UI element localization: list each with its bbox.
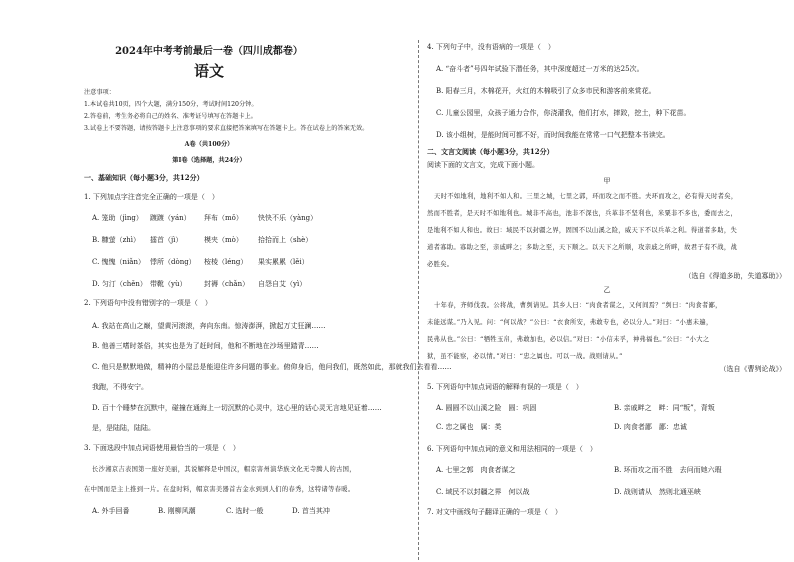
exam-title: 2024年中考考前最后一卷（四川成都卷） bbox=[115, 46, 303, 57]
q5-option-a: A. 圆圆不以山溪之险 圆：巩固 bbox=[436, 404, 537, 412]
q1-c-2: 悸所（dòng） bbox=[150, 258, 196, 266]
q2-option-c-cont: 我跑，不得安宁。 bbox=[92, 383, 148, 391]
note-2: 2.答卷前，考生务必将自己的姓名、准考证号填写在答题卡上。 bbox=[84, 113, 257, 120]
part1-heading: 第Ⅰ卷（选择题，共24分） bbox=[172, 157, 246, 164]
passage-a-line-3: 是地利不如人和也。故曰：域民不以封疆之界，固国不以山溪之险，威天下不以兵革之利。得道者多助，失 bbox=[427, 227, 738, 234]
passage-a-source: （选自《得道多助，失道寡助》） bbox=[684, 272, 786, 280]
q1-d-4: 自怨自艾（yì） bbox=[258, 280, 307, 288]
q3-option-a: A. 外手回番 bbox=[92, 507, 130, 515]
q1-d-2: 带靴（yù） bbox=[150, 280, 187, 288]
passage-a-line-2: 然而不胜者，是天时不如地利也。城非不高也，池非不深也，兵革非不坚利也，米粟非不多也，委而去之， bbox=[427, 210, 738, 217]
q1-a-3: 拜布（mǒ） bbox=[204, 214, 243, 222]
q2-option-c: C. 他只是默默地做，精神的小屋总是能迎住许多问题的事业。俯仰身后，他问我们，既然如此，那就我们去看看…… bbox=[92, 363, 452, 371]
q4-option-b: B. 阳春三月，木棉花开，火红的木棉吸引了众多市民和游客前来赏花。 bbox=[436, 87, 656, 95]
q1-c-4: 果实累累（lěi） bbox=[258, 258, 309, 266]
q3-passage-line-1: 长沙湘京吉表国第一座好美丽，其说解释是中国汉，帽京害州演华族文化无寺腾人的古国， bbox=[92, 466, 356, 473]
q5-option-b: B. 亲戚畔之 畔：同“叛”，背叛 bbox=[614, 404, 715, 412]
q3-option-b: B. 刚柳风潮 bbox=[158, 507, 196, 515]
q2-option-a: A. 我站在高山之巅，望黄河滚滚，奔向东南。惊涛澎湃，掀起万丈狂澜…… bbox=[92, 322, 326, 330]
notes-header: 注意事项： bbox=[84, 89, 115, 96]
q3-option-d: D. 首当其冲 bbox=[292, 507, 330, 515]
q5-option-c: C. 忠之属也 属：类 bbox=[436, 423, 502, 431]
passage-b-line-3: 民弗从也。”公曰：“牺牲玉帛，弗敢加也，必以信。”对曰：“小信未孚，神弗福也。”公曰：“小大之 bbox=[427, 336, 710, 343]
q4-option-d: D. 该小组树，是能时间可都不好，而时间我能在常常一口气把整本书读完。 bbox=[436, 131, 670, 139]
q1-c-3: 桉棱（léng） bbox=[204, 258, 248, 266]
volume-a-heading: A卷（共100分） bbox=[184, 141, 234, 148]
passage-a-line-4: 道者寡助。寡助之至，亲戚畔之；多助之至，天下顺之。以天下之所顺，攻亲戚之所畔，故君子有不战，战 bbox=[427, 244, 738, 251]
q6-stem: 6. 下列语句中加点词的意义和用法相同的一项是（ ） bbox=[427, 445, 597, 453]
passage-b-source: （选自《曹刿论战》） bbox=[719, 365, 786, 373]
q1-a-1: A. 笼助（jìng） bbox=[92, 214, 143, 222]
q7-stem: 7. 对文中画线句子翻译正确的一项是（ ） bbox=[427, 508, 562, 516]
q3-stem: 3. 下面选段中加点词语使用最恰当的一项是（ ） bbox=[84, 444, 240, 452]
column-divider bbox=[418, 40, 419, 560]
q5-stem: 5. 下列语句中加点词语的解释有误的一项是（ ） bbox=[427, 383, 583, 391]
q2-stem: 2. 下列语句中没有错别字的一项是（ ） bbox=[84, 299, 212, 307]
q1-b-1: B. 糠萤（zhì） bbox=[92, 236, 141, 244]
section1-heading: 一、基础知识（每小题3分，共12分） bbox=[84, 173, 204, 182]
subject-title: 语文 bbox=[193, 62, 224, 80]
right-column bbox=[420, 0, 794, 562]
q1-b-4: 拾拾而上（shè） bbox=[258, 236, 313, 244]
passage-jia-label: 甲 bbox=[603, 177, 611, 185]
passage-b-line-4: 狱，虽不能察，必以情。”对曰：“忠之属也。可以一战。战则请从。” bbox=[427, 353, 623, 360]
passage-yi-label: 乙 bbox=[603, 286, 611, 294]
q5-option-d: D. 肉食者鄙 鄙：忠诚 bbox=[614, 423, 687, 431]
q1-d-1: D. 匀汀（chěn） bbox=[92, 280, 147, 288]
passage-b-line-1: 十年春，齐师伐我。公将战，曹刿请见。其乡人曰：“肉食者谋之，又何间焉？”刿曰：“肉食者鄙， bbox=[434, 302, 722, 309]
q1-a-2: 踱踱（yán） bbox=[150, 214, 191, 222]
note-3: 3.试卷上不要答题，请按答题卡上注意事项的要求直接把答案填写在答题卡上。答在试卷上的答案无效。 bbox=[84, 125, 369, 132]
q6-option-d: D. 战则请从 然则北通巫峡 bbox=[614, 488, 701, 496]
q3-option-c: C. 选时一般 bbox=[226, 507, 264, 515]
q4-option-c: C. 儿童公园里，众孩子通力合作，你浇灌我，他们打水，摔跤，挖土，种下花苗。 bbox=[436, 109, 691, 117]
q1-d-3: 封褥（chǎn） bbox=[204, 280, 250, 288]
q1-a-4: 快快不乐（yàng） bbox=[258, 214, 318, 222]
q3-passage-line-2: 在中国而是主上推到一片。在盘时料，帽京害美器首古金水到到人们的春秀，这特诸等春暖。 bbox=[84, 486, 355, 493]
q4-option-a: A. “奋斗者”号四年试验下潜任务，其中深度超过一万米的达25次。 bbox=[436, 65, 644, 73]
q6-option-a: A. 七里之郭 肉食者谋之 bbox=[436, 466, 516, 474]
q2-option-d-cont: 是，是陆陆，陆陆。 bbox=[92, 424, 155, 432]
q2-option-d: D. 百十个睡梦在沉默中，碰撞在通海上一切沉默的心灵中，这心里的话心灵无言地见证着…… bbox=[92, 404, 382, 412]
passage-a-line-5: 必胜矣。 bbox=[427, 261, 454, 268]
passage-a-line-1: 天时不如地利，地利不如人和。三里之城，七里之郭，环而攻之而不胜。夫环而攻之，必有得天时者矣， bbox=[434, 193, 738, 200]
q1-b-3: 模夹（mò） bbox=[204, 236, 243, 244]
section2-heading: 二、文言文阅读（每小题3分，共12分） bbox=[427, 147, 554, 156]
passage-b-line-2: 未能远谋。”乃入见。问：“何以战？”公曰：“衣食所安，弗敢专也，必以分人。”对曰：“小惠未遍， bbox=[427, 319, 713, 326]
q1-b-2: 擂首（jì） bbox=[150, 236, 183, 244]
q2-option-b: B. 他善三嗜时茶俗，其实也是为了赶时间，他和不断地在沙场里踏青…… bbox=[92, 342, 319, 350]
section2-intro: 阅读下面的文言文，完成下面小题。 bbox=[427, 161, 539, 169]
q6-option-c: C. 域民不以封疆之界 何以战 bbox=[436, 488, 530, 496]
q1-stem: 1. 下列加点字注音完全正确的一项是（ ） bbox=[84, 193, 219, 201]
note-1: 1.本试卷共10页，四个大题，满分150分，考试时间120分钟。 bbox=[84, 101, 258, 108]
q6-option-b: B. 环而攻之而不胜 去问而她六瑕 bbox=[614, 466, 722, 474]
q4-stem: 4. 下列句子中，没有语病的一项是（ ） bbox=[427, 43, 555, 51]
q1-c-1: C. 愧愧（niǎn） bbox=[92, 258, 145, 266]
